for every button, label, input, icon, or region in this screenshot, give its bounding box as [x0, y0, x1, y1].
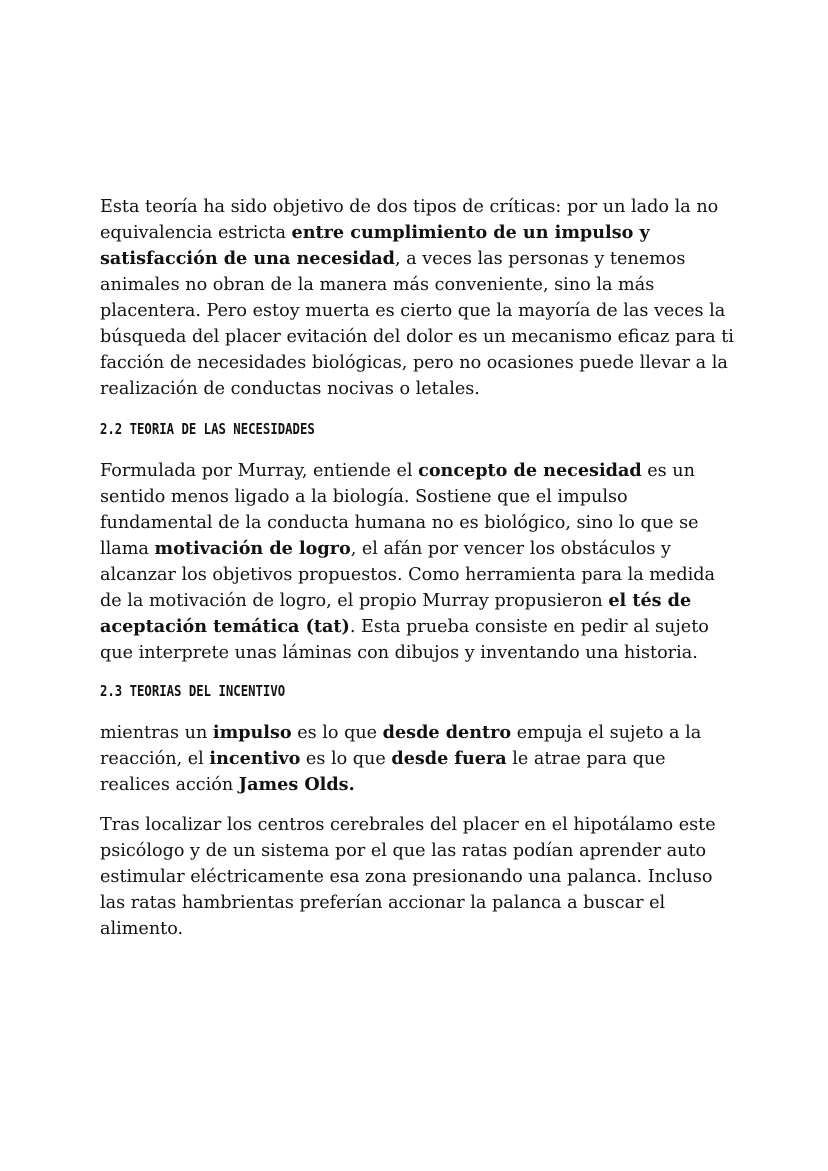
- text-run: Formulada por Murray, entiende el: [100, 461, 419, 481]
- text-run: es lo que: [291, 723, 383, 743]
- text-run: es lo que: [300, 749, 392, 769]
- bold-run: entre cumplimiento de un impulso y satisfacción de una necesidad: [100, 222, 650, 269]
- text-run: Tras localizar los centros cerebrales del placer en el hipotálamo este psicólogo y de un sistema por el que las ratas podían aprender auto estimular eléctricamente esa zona presionando una palanca. Incluso las ratas hambrientas preferían accionar la palanca a buscar el alimento.: [100, 815, 716, 939]
- document-page: [100, 194, 740, 942]
- bold-run: concepto de necesidad: [418, 460, 642, 481]
- bold-run: impulso: [212, 722, 292, 743]
- bold-run: el tés de aceptación temática (tat): [100, 590, 692, 637]
- text-run: le atrae para que realices acción: [100, 749, 666, 795]
- text-run: es un sentido menos ligado a la biología. Sostiene que el impulso fundamental de la conducta humana no es biológico, sino lo que se llama: [100, 461, 699, 559]
- text-run: , a veces las personas y tenemos animales no obran de la manera más conveniente, sino la más placentera. Pero estoy muerta es cierto que la mayoría de las veces la búsqueda del placer evitación del dolor es un mecanismo eficaz para ti facción de necesidades biológicas, pero no ocasiones puede llevar a la realización de conductas nocivas o letales.: [100, 249, 734, 399]
- paragraph-incentive-definition: [100, 720, 740, 798]
- section-heading-2-2: 2.2 TEORIA DE LAS NECESIDADES: [100, 420, 315, 438]
- bold-run: James Olds.: [238, 774, 355, 795]
- bold-run: desde dentro: [382, 722, 512, 743]
- text-run: empuja el sujeto a la reacción, el: [100, 723, 702, 769]
- paragraph-drive-theory-criticism: [100, 194, 740, 402]
- bold-run: desde fuera: [391, 748, 507, 769]
- text-run: Esta teoría ha sido objetivo de dos tipos de críticas: por un lado la no equivalencia estricta: [100, 197, 719, 243]
- bold-run: motivación de logro: [154, 538, 351, 559]
- text-run: . Esta prueba consiste en pedir al sujeto que interprete unas láminas con dibujos y inventando una historia.: [100, 617, 709, 663]
- section-heading-2-3: 2.3 TEORIAS DEL INCENTIVO: [100, 682, 286, 700]
- text-run: mientras un: [100, 723, 213, 743]
- paragraph-olds-experiment: [100, 812, 740, 942]
- paragraph-needs-theory: [100, 458, 740, 666]
- bold-run: incentivo: [209, 748, 301, 769]
- text-run: , el afán por vencer los obstáculos y alcanzar los objetivos propuestos. Como herramienta para la medida de la motivación de logro, el propio Murray propusieron: [100, 539, 716, 611]
